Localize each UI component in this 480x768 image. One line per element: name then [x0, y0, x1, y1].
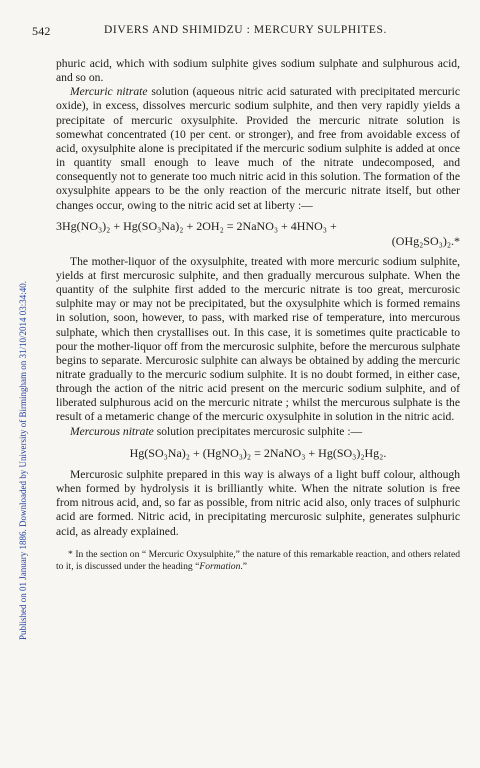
running-title: DIVERS AND SHIMIDZU : MERCURY SULPHITES.: [104, 24, 387, 36]
footnote: [56, 549, 460, 573]
equation-2: Hg(SO₃Na)₂ + (HgNO₃)₂ = 2NaNO₃ + Hg(SO₃)₂Hg₂.: [129, 445, 387, 460]
paragraph-5: Mercurosic sulphite prepared in this way is always of a light buff colour, although when formed by hydrolysis it is brilliantly white. When the nitrate solution is free from nitrous acid, and, so far as possible, from nitric acid also, only traces of sulphuric acid are formed. Nitric acid, in precipitating mercurosic sulphite, generates sulphuric acid, as already explained.: [56, 467, 460, 538]
equation-1-line-1: 3Hg(NO₃)₂ + Hg(SO₃Na)₂ + 2OH₂ = 2NaNO₃ + 4HNO₃ +: [56, 218, 337, 233]
download-stamp-text: Published on 01 January 1886. Downloaded by University of Birmingham on 31/10/2014 03:34:40.: [18, 281, 28, 640]
paragraph-2: [56, 85, 460, 212]
paragraph-4-lead: Mercurous nitrate: [70, 424, 154, 438]
equation-1-line-2: (OHg₂SO₃)₂.*: [391, 233, 460, 248]
article-body: [56, 57, 460, 573]
paragraph-1: phuric acid, which with sodium sulphite gives sodium sulphate and sulphurous acid, and so on.: [56, 57, 460, 85]
page-number: 542: [32, 24, 51, 38]
paragraph-2-lead: Mercuric nitrate: [70, 85, 148, 99]
footnote-end: .”: [240, 560, 248, 572]
equation-1: [56, 219, 460, 249]
paragraph-4-text: solution precipitates mercurosic sulphite :—: [153, 424, 363, 438]
footnote-text: * In the section on “ Mercuric Oxysulphite,” the nature of this remarkable reaction, and others related to it, is discussed under the heading “: [56, 548, 460, 572]
download-stamp: [4, 40, 28, 650]
paragraph-2-text: solution (aqueous nitric acid saturated with precipitated mercuric oxide), in excess, dissolves mercuric sodium sulphite, and then very rapidly yields a precipitate of mercuric oxysulphite. Provided the mercuric nitrate solution is somewhat concentrated (10 per cent. or stronger), and free from avoidable excess of acid, oxysulphite alone is precipitated if the mercuric sodium sulphite is added at once in quantity small enough to leave much of the nitrate undecomposed, and consequently not to generate too much nitric acid in this solution. The formation of the oxysulphite appears to be the only reaction of the mercuric nitrate itself, but other changes occur, owing to the nitric acid set at liberty :—: [56, 85, 460, 212]
footnote-emphasis: Formation: [199, 560, 241, 572]
paragraph-4: [56, 425, 460, 439]
paragraph-3: The mother-liquor of the oxysulphite, treated with more mercuric sodium sulphite, yields at first mercurosic sulphite, and then gradually mercurous sulphate. When the quantity of the sulphite first added to the mercuric nitrate is too great, mercurosic sulphite may or may not be precipitated, but the oxysulphite which is formed remains in solution, soon, however, to pass, with marked rise of temperature, into mercurous sulphate, which then crystallises out. In this case, it is sometimes quite practicable to pour the mother-liquor off from the mercurosic sulphite, before the mercurous sulphate begins to separate. Mercurosic sulphite can always be obtained by adding the mercuric nitrate gradually to the mercuric sodium sulphite. It is no doubt formed, in either case, through the action of the nitric acid present on the mercuric sodium sulphite, and of liberated sulphurous acid on the mercuric nitrate ; whilst the mercurous sulphate is the result of a metameric change of the mercuric oxysulphite in solution in the nitric acid.: [56, 254, 460, 424]
